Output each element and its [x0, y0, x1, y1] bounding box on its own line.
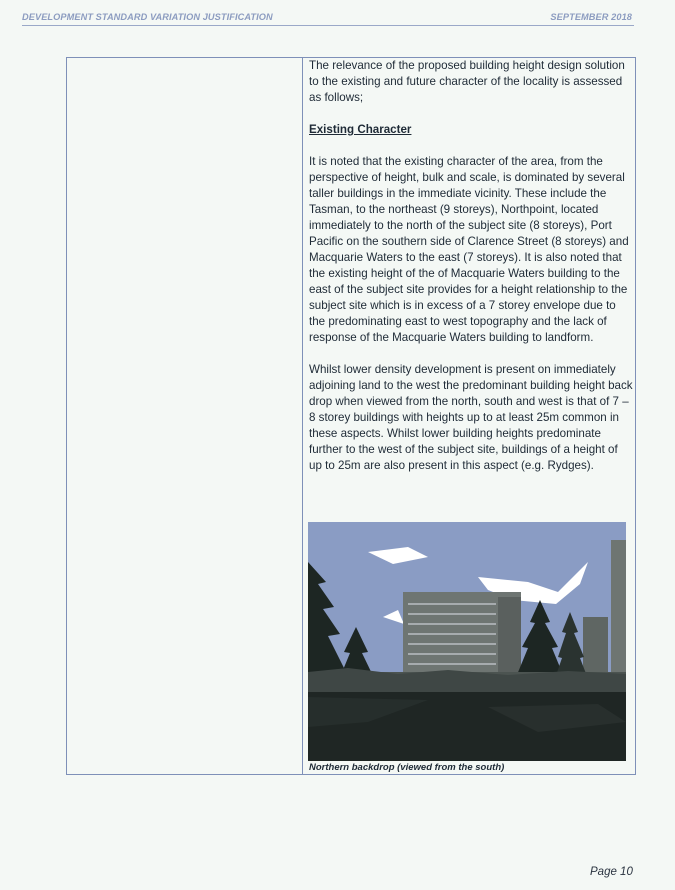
- body-paragraph-2: Whilst lower density development is present on immediately adjoining land to the west the predominant building height back drop when viewed from the north, south and west is that of 7 – 8 storey buildings with heights up to at least 25m common in these aspects. Whilst lower building heights predominate further to the west of the subject site, buildings of a height of up to 25m are also present in this aspect (e.g. Rydges).: [309, 363, 633, 472]
- intro-paragraph: The relevance of the proposed building height design solution to the existing and future character of the locality is assessed as follows;: [309, 59, 625, 104]
- table-column-divider: [302, 57, 303, 775]
- northern-backdrop-photo: [308, 522, 626, 761]
- page-header: [22, 12, 634, 26]
- photo-building: [611, 540, 626, 690]
- content-cell: [309, 58, 633, 490]
- photo-hedge: [308, 668, 626, 694]
- section-heading: Existing Character: [309, 123, 412, 136]
- photo-caption: Northern backdrop (viewed from the south): [309, 762, 505, 773]
- body-paragraph-1: It is noted that the existing character of the area, from the perspective of height, bulk and scale, is dominated by several taller buildings in the immediate vicinity. These include the Tasman, to the northeast (9 storeys), Northpoint, located immediately to the north of the subject site (8 storeys), Port Pacific on the southern side of Clarence Street (8 storeys) and Macquarie Waters to the east (7 storeys). It is also noted that the existing height of the of Macquarie Waters building to the east of the subject site provides for a height relationship to the subject site which is in excess of a 7 storey envelope due to the predominating east to west topography and the lack of response of the Macquarie Waters building to landform.: [309, 155, 629, 344]
- page-number: Page 10: [590, 866, 633, 878]
- document-date: SEPTEMBER 2018: [550, 12, 632, 22]
- document-title: DEVELOPMENT STANDARD VARIATION JUSTIFICATION: [22, 12, 273, 22]
